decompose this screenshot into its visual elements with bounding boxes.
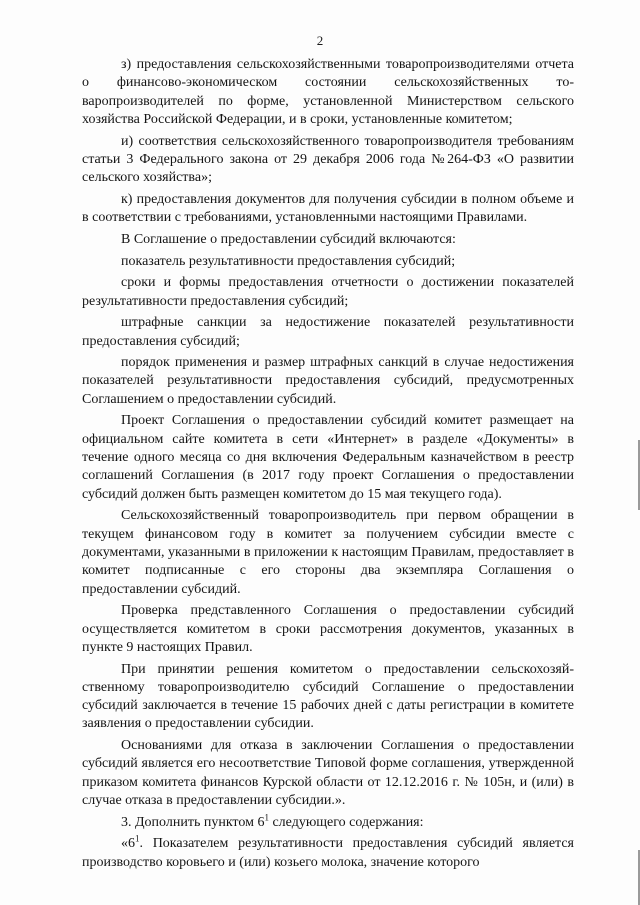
paragraph-conclusion: При принятии решения комитетом о предоставлении сельскохозяйственному товаропроизводителю субсидий Соглашение о предоставлении субсидий заключается в течение 15 рабочих дней с даты регистрации в комитете заявления о предоставлении субсидии.	[82, 661, 574, 732]
paragraph-first-application: Сельскохозяйственный товаропроизводитель при первом обращении в текущем финансовом году в комитет за получением субсидии вместе с документами, указанными в приложении к настоящим Правилам, предоставляет в комитет подписанные с его стороны два экземпляра Соглашения о предоставлении субсидий.	[82, 508, 574, 597]
clause-6-1-after: . Показателем результативности предоставления субсидий является производство коровьего и (или) козьего молока, значение которого	[82, 836, 574, 870]
paragraph-amendment-3	[82, 814, 574, 832]
paragraph-refusal-grounds: Основаниями для отказа в заключении Соглашения о предоставлении субсидий является его несоответствие Типовой форме соглашения, утвержденной приказом комитета финансов Курской области от 12.12.2016 г. № 105н, и (или) в случае отказа в предоставлении субсидии.».	[82, 738, 574, 808]
amendment-3-superscript: 1	[264, 812, 269, 822]
document-body	[82, 56, 574, 872]
paragraph-agreement-includes: В Соглашение о предоставлении субсидий включаются:	[121, 231, 456, 247]
paragraph-verification: Проверка представленного Соглашения о предоставлении субсидий осуществляется комитетом в сроки рассмотрения документов, указанных в пункте 9 настоящих Правил.	[82, 603, 574, 655]
paragraph-draft-publication: Проект Соглашения о предоставлении субсидий комитет размещает на официальном сайте комитета в сети «Интернет» в разделе «Документы» в течение одного месяца со дня включения Федеральным казначейством в реестр соглашений Соглашения (в 2017 году проект Соглашения о предоставлении субсидий должен быть размещен комитетом до 15 мая текущего года).	[82, 413, 574, 502]
paragraph-k: к) предоставления документов для получения субсидии в полном объеме и в соответствии с требованиями, установленными настоящими Правилами.	[82, 191, 574, 226]
paragraph-indicator: показатель результативности предоставления субсидий;	[121, 253, 456, 269]
amendment-3-before: 3. Дополнить пунктом 6	[121, 814, 265, 830]
paragraph-6-1	[82, 835, 574, 872]
amendment-3-after: следующего содержания:	[268, 814, 424, 830]
paragraph-i: и) соответствия сельскохозяйственного товаропроизводителя требованиям статьи 3 Федерального закона от 29 декабря 2006 года №264-ФЗ «О развитии сельского хозяйства»;	[82, 133, 574, 186]
clause-6-1-before: «6	[121, 836, 135, 852]
paragraph-z: з) предоставления сельскохозяйственными товаропроизводителями отчета о финансово-экономическом состоянии сельскохозяйственных товаропроизводителей по форме, установленной Министерством сельского хозяйства Российской Федерации, и в сроки, установленные комитетом;	[82, 57, 574, 127]
paragraph-penalties: штрафные санкции за недостижение показателей результативности предоставления субсидий;	[82, 315, 574, 349]
page-number: 2	[316, 33, 324, 48]
paragraph-reporting-terms: сроки и формы предоставления отчетности о достижении показателей результативности предоставления субсидий;	[82, 275, 574, 309]
clause-6-1-superscript: 1	[135, 833, 140, 844]
paragraph-penalty-procedure: порядок применения и размер штрафных санкций в случае недостижения показателей результативности предоставления субсидий, предусмотренных Соглашением о предоставлении субсидий.	[82, 355, 574, 407]
